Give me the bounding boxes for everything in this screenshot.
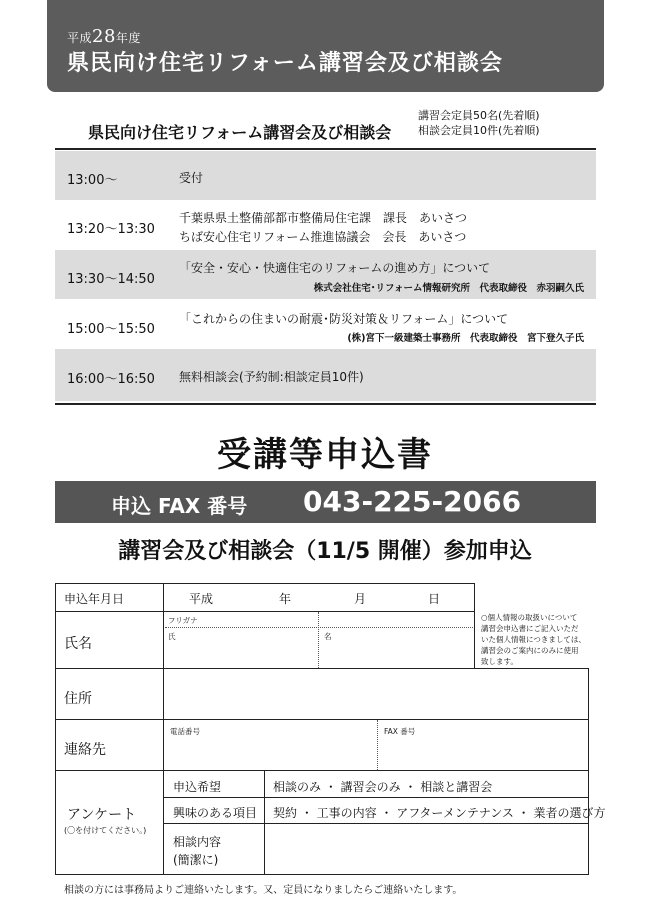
schedule-item: 「これからの住まいの耐震･防災対策＆リフォーム」について xyxy=(179,312,509,326)
name-label: 氏名 xyxy=(64,636,92,652)
survey-divider xyxy=(163,797,589,798)
consult-field[interactable] xyxy=(265,824,588,874)
schedule-time: 15:00〜15:50 xyxy=(67,322,155,337)
footer-note: 相談の方には事務局よりご連絡いたします。又、定員になりましたらご連絡いたします。 xyxy=(64,885,463,896)
schedule-time: 13:20〜13:30 xyxy=(67,222,155,237)
form-divider xyxy=(55,770,589,771)
schedule-time: 13:30〜14:50 xyxy=(67,272,155,287)
schedule-bottom-rule xyxy=(55,403,596,405)
address-field[interactable] xyxy=(164,669,588,719)
schedule-row xyxy=(55,299,596,349)
family-name-field[interactable] xyxy=(165,628,317,668)
privacy-line: 致します。 xyxy=(481,657,518,666)
schedule-row xyxy=(55,250,596,299)
fax-number: 043-225-2066 xyxy=(303,485,522,518)
privacy-line: いた個人情報につきましては、 xyxy=(481,635,586,644)
date-field[interactable] xyxy=(164,584,474,611)
schedule-item: 受付 xyxy=(179,171,204,185)
survey-note: (〇を付けてください。) xyxy=(64,826,147,835)
year-number: 28 xyxy=(92,26,116,47)
schedule-time: 16:00〜16:50 xyxy=(67,372,155,387)
date-era: 平成 xyxy=(189,592,214,606)
interest-label: 興味のある項目 xyxy=(173,806,258,820)
fax-field[interactable] xyxy=(378,720,588,770)
header-banner xyxy=(47,0,604,92)
phone-field[interactable] xyxy=(164,720,376,770)
date-label: 申込年月日 xyxy=(64,592,125,606)
fiscal-year xyxy=(67,26,141,47)
era-prefix: 平成 xyxy=(67,31,93,45)
consult-label: 相談内容 xyxy=(173,835,222,849)
schedule-title: 県民向け住宅リフォーム講習会及び相談会 xyxy=(88,123,392,142)
page-title: 県民向け住宅リフォーム講習会及び相談会 xyxy=(67,51,503,76)
interest-options[interactable]: 契約 ・ 工事の内容 ・ アフターメンテナンス ・ 業者の選び方 xyxy=(273,806,606,820)
schedule-row xyxy=(55,200,596,250)
privacy-line: ○個人情報の取扱いについて xyxy=(481,613,578,622)
lecture-capacity: 講習会定員50名(先着順) xyxy=(418,109,540,122)
fax-bar xyxy=(55,481,596,523)
schedule-item: 千葉県県土整備部都市整備局住宅課 課長 あいさつ xyxy=(179,211,468,225)
schedule-item: 「安全・安心・快適住宅のリフォームの進め方」について xyxy=(179,261,491,275)
date-year: 年 xyxy=(279,592,292,606)
phone-label: 電話番号 xyxy=(170,727,200,736)
apply-options[interactable]: 相談のみ ・ 講習会のみ ・ 相談と講習会 xyxy=(273,780,493,794)
consult-label-sub: (簡潔に) xyxy=(173,853,219,867)
given-name-label: 名 xyxy=(324,632,332,641)
consult-capacity: 相談会定員10件(先着順) xyxy=(418,124,540,137)
furigana-label: フリガナ xyxy=(168,616,198,625)
schedule-top-rule xyxy=(55,148,596,150)
form-divider xyxy=(55,611,475,612)
schedule-item: 無料相談会(予約制:相談定員10件) xyxy=(179,370,364,384)
schedule-speaker: (株)宮下一級建築士事務所 代表取締役 宮下登久子氏 xyxy=(347,333,584,344)
event-title: 講習会及び相談会（11/5 開催）参加申込 xyxy=(118,539,532,564)
schedule-time: 13:00〜 xyxy=(67,173,118,188)
capacity-info xyxy=(418,108,540,138)
contact-label: 連絡先 xyxy=(64,742,106,758)
date-day: 日 xyxy=(428,592,441,606)
fax-label: 申込 FAX 番号 xyxy=(111,494,248,518)
schedule-row xyxy=(55,151,596,200)
schedule-speaker: 株式会社住宅･リフォーム情報研究所 代表取締役 赤羽嗣久氏 xyxy=(313,283,584,294)
apply-label: 申込希望 xyxy=(173,780,222,794)
schedule-item-sub: ちば安心住宅リフォーム推進協議会 会長 あいさつ xyxy=(179,230,467,244)
given-name-field[interactable] xyxy=(319,628,474,668)
privacy-note xyxy=(481,612,591,667)
privacy-line: 講習会のご案内にのみに使用 xyxy=(481,646,579,655)
survey-label: アンケート xyxy=(67,807,137,823)
address-label: 住所 xyxy=(64,691,92,707)
family-name-label: 氏 xyxy=(168,632,176,641)
privacy-line: 講習会申込書にご記入いただ xyxy=(481,624,579,633)
date-month: 月 xyxy=(354,592,367,606)
fax-field-label: FAX 番号 xyxy=(384,727,416,736)
schedule-row xyxy=(55,349,596,401)
era-suffix: 年度 xyxy=(115,31,141,45)
form-title: 受講等申込書 xyxy=(217,435,433,475)
